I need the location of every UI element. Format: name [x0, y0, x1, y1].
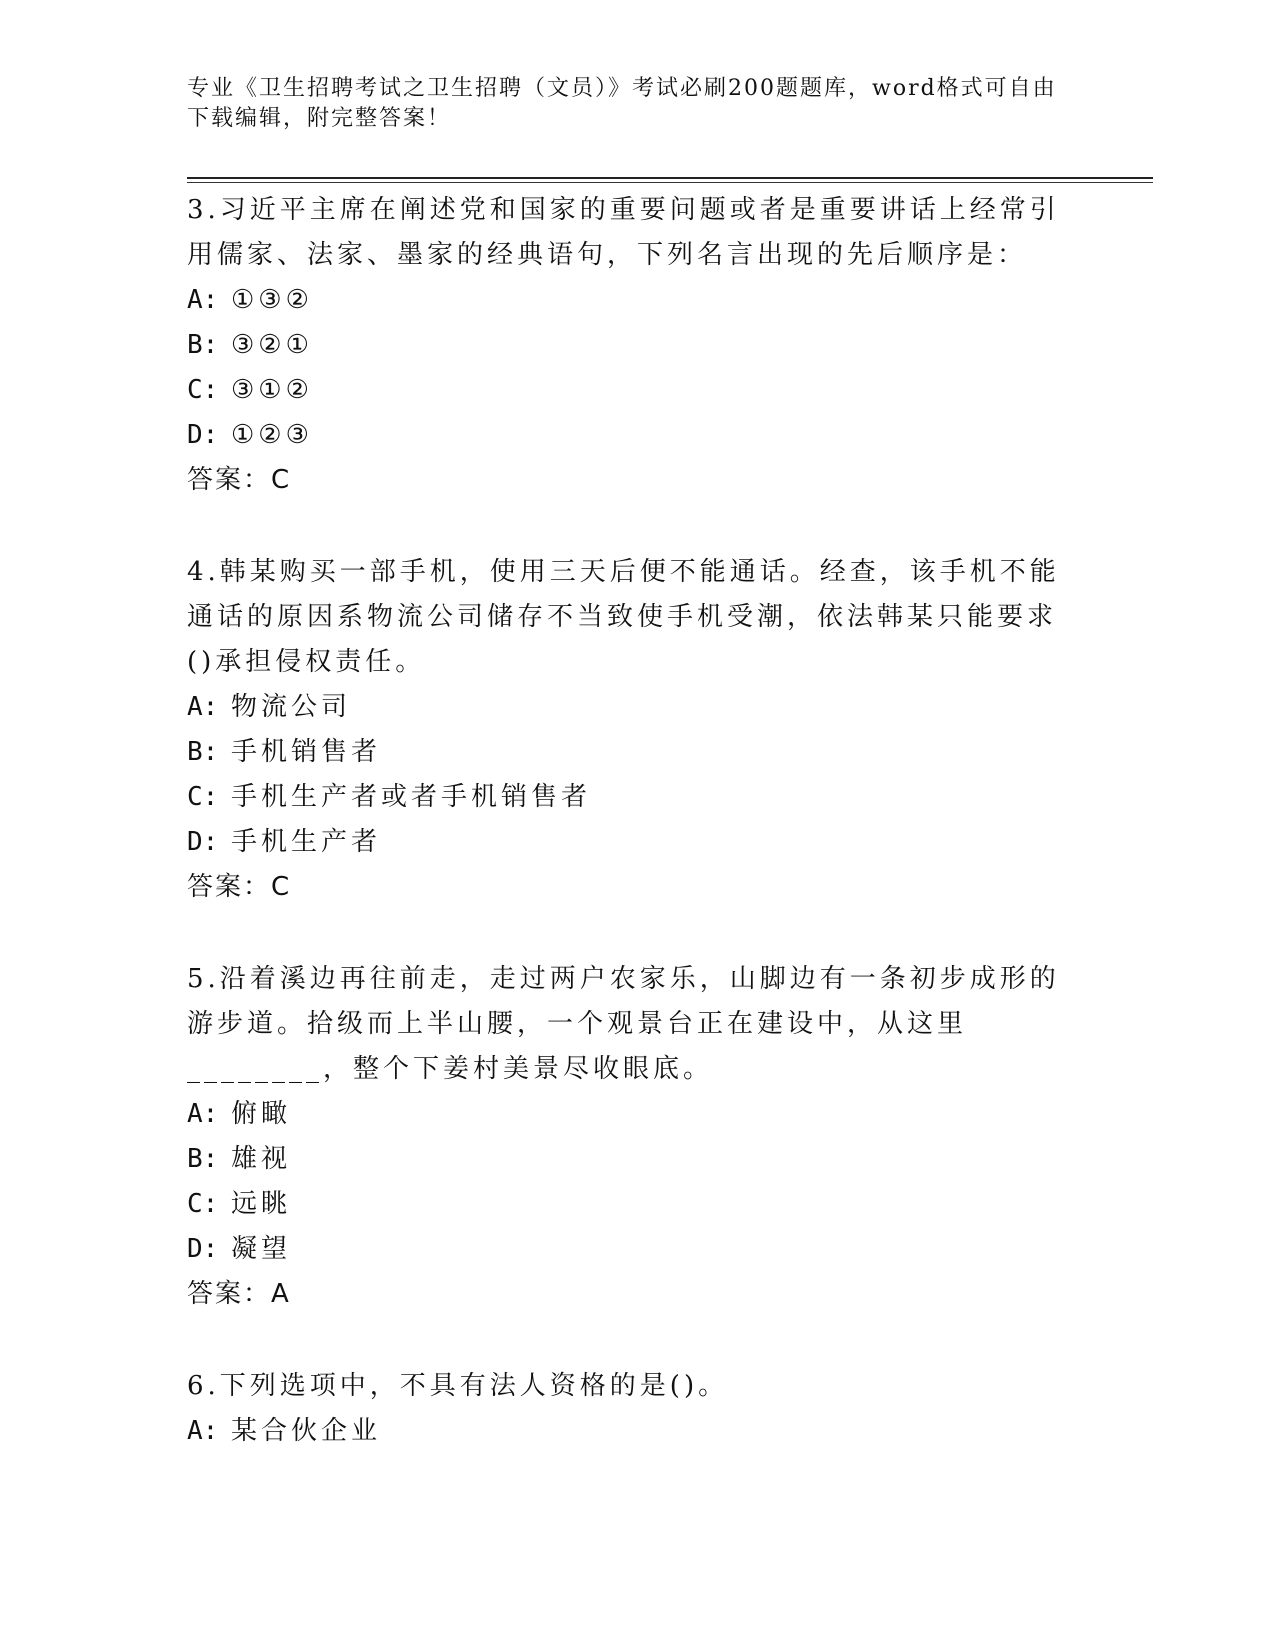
option-letter: A: — [187, 285, 219, 315]
option-letter: D: — [187, 1234, 219, 1264]
option-letter: A: — [187, 1099, 219, 1129]
option-letter: A: — [187, 1416, 219, 1446]
option-text: 手机销售者 — [231, 737, 382, 767]
option-letter: C: — [187, 782, 219, 812]
answer-line: 答案：A — [187, 1279, 291, 1309]
option-a — [187, 685, 1067, 730]
option-a — [187, 278, 1067, 323]
option-letter: B: — [187, 737, 219, 767]
option-letter: B: — [187, 1144, 219, 1174]
option-letter: C: — [187, 375, 219, 405]
option-d — [187, 820, 1067, 865]
question-stem: 5.沿着溪边再往前走，走过两户农家乐，山脚边有一条初步成形的游步道。拾级而上半山腰，一个观景台正在建设中，从这里________，整个下姜村美景尽收眼底。 — [187, 964, 1060, 1084]
option-a — [187, 1092, 1067, 1137]
option-text: ③②① — [231, 330, 313, 360]
option-text: 手机生产者 — [231, 827, 382, 857]
option-text: ③①② — [231, 375, 313, 405]
option-letter: D: — [187, 420, 219, 450]
option-text: 物流公司 — [231, 692, 352, 722]
option-b — [187, 323, 1067, 368]
question-list — [187, 188, 1067, 1501]
option-letter: D: — [187, 827, 219, 857]
option-text: 手机生产者或者手机销售者 — [231, 782, 592, 812]
option-text: ①③② — [231, 285, 313, 315]
question-4 — [187, 550, 1067, 910]
option-a — [187, 1409, 1067, 1454]
question-3 — [187, 188, 1067, 503]
option-text: 雄视 — [231, 1144, 292, 1174]
option-text: 凝望 — [231, 1234, 292, 1264]
option-c — [187, 1182, 1067, 1227]
option-text: ①②③ — [231, 420, 313, 450]
answer-line: 答案：C — [187, 872, 292, 902]
option-letter: B: — [187, 330, 219, 360]
question-stem: 3.习近平主席在阐述党和国家的重要问题或者是重要讲话上经常引用儒家、法家、墨家的经典语句，下列名言出现的先后顺序是： — [187, 195, 1060, 270]
option-d — [187, 413, 1067, 458]
option-b — [187, 1137, 1067, 1182]
header-divider-thin — [187, 182, 1153, 183]
option-letter: A: — [187, 692, 219, 722]
document-intro: 专业《卫生招聘考试之卫生招聘（文员）》考试必刷200题题库，word格式可自由下载编辑，附完整答案！ — [187, 76, 1057, 131]
question-stem: 6.下列选项中，不具有法人资格的是()。 — [187, 1371, 729, 1401]
option-c — [187, 368, 1067, 413]
option-text: 某合伙企业 — [231, 1416, 382, 1446]
header-divider-thick — [187, 177, 1153, 179]
question-stem: 4.韩某购买一部手机，使用三天后便不能通话。经查，该手机不能通话的原因系物流公司储存不当致使手机受潮，依法韩某只能要求()承担侵权责任。 — [187, 557, 1060, 677]
option-text: 俯瞰 — [231, 1099, 292, 1129]
question-6 — [187, 1364, 1067, 1454]
option-b — [187, 730, 1067, 775]
answer-line: 答案：C — [187, 465, 292, 495]
option-d — [187, 1227, 1067, 1272]
option-c — [187, 775, 1067, 820]
option-text: 远眺 — [231, 1189, 292, 1219]
question-5 — [187, 957, 1067, 1317]
option-letter: C: — [187, 1189, 219, 1219]
